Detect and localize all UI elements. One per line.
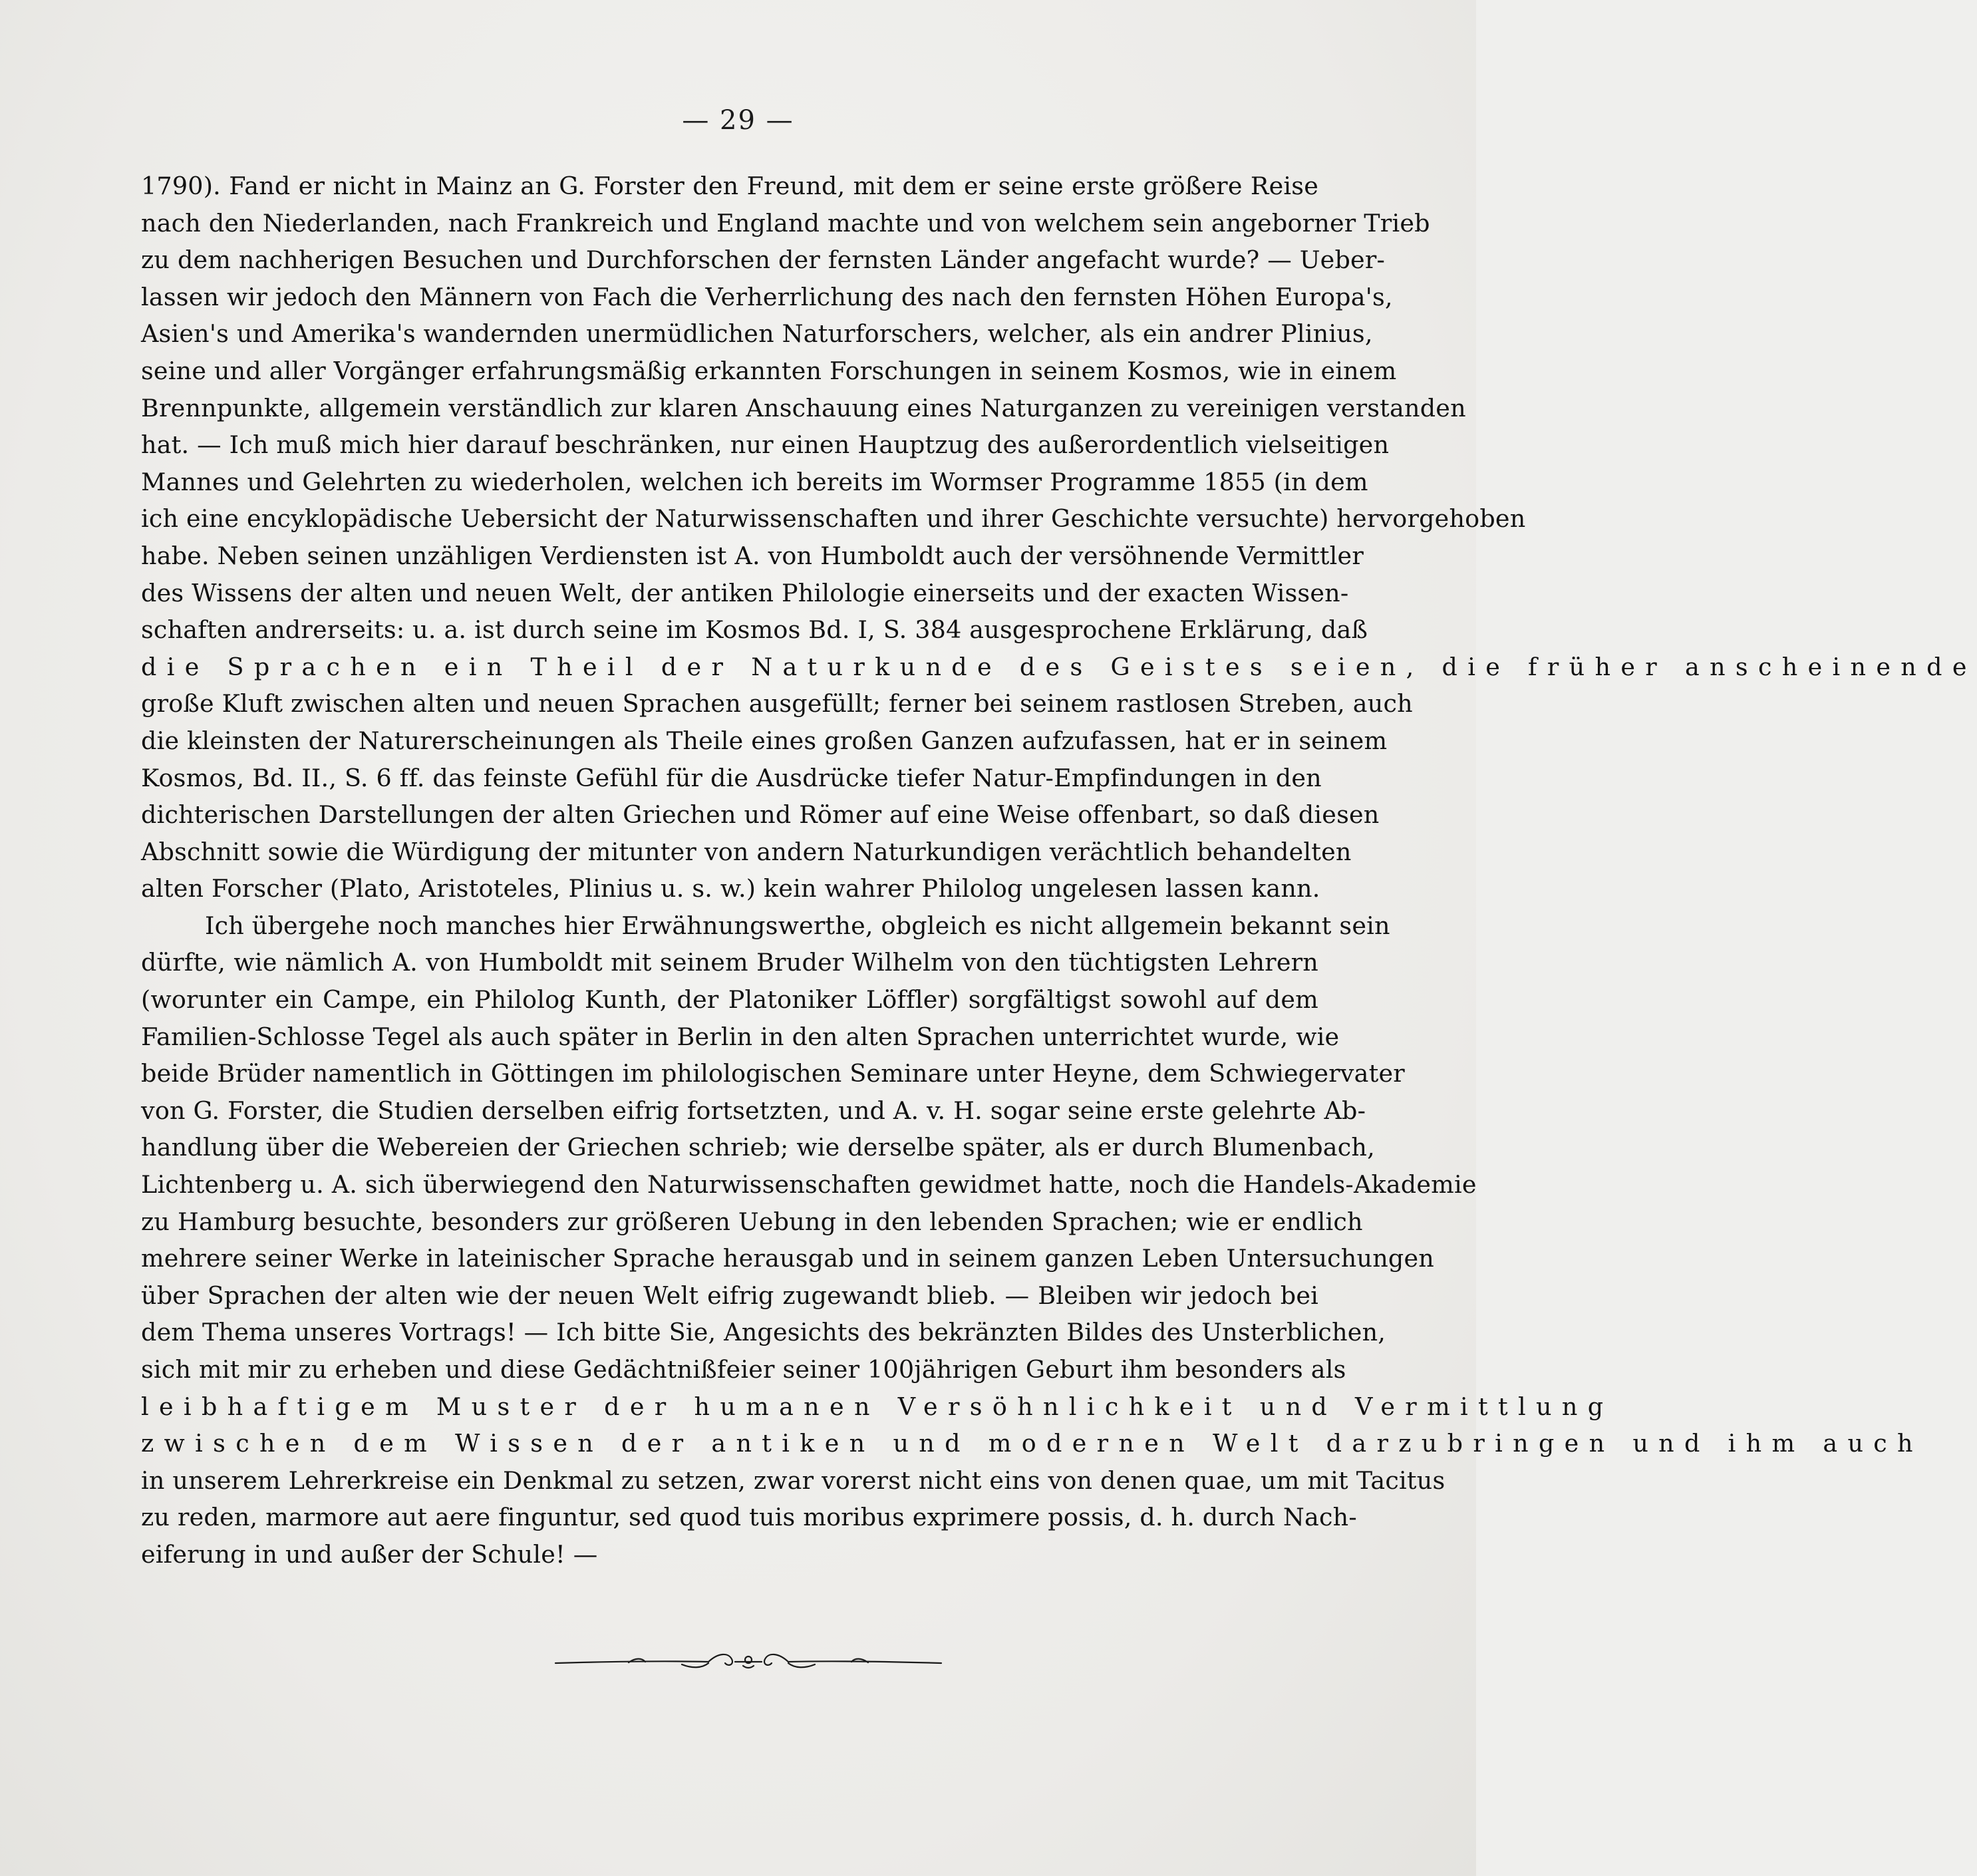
text-line: zu reden, marmore aut aere finguntur, sed quod tuis moribus exprimere possis, d. h. durch Nach- <box>141 1503 1357 1532</box>
text-line: in unserem Lehrerkreise ein Denkmal zu setzen, zwar vorerst nicht eins von denen quae, um mit Tacitus <box>141 1466 1445 1495</box>
text-line-paragraph-start: Ich übergehe noch manches hier Erwähnungswerthe, obgleich es nicht allgemein bekannt sein <box>205 911 1390 940</box>
text-line: schaften andrerseits: u. a. ist durch seine im Kosmos Bd. I, S. 384 ausgesprochene Erklärung, daß <box>141 615 1368 645</box>
text-line: von G. Forster, die Studien derselben eifrig fortsetzten, und A. v. H. sogar seine erste gelehrte Ab- <box>141 1096 1366 1125</box>
text-line: Mannes und Gelehrten zu wiederholen, welchen ich bereits im Wormser Programme 1855 (in dem <box>141 467 1368 496</box>
text-line: dem Thema unseres Vortrags! — Ich bitte Sie, Angesichts des bekränzten Bildes des Unsterblichen, <box>141 1318 1386 1347</box>
text-line: zu Hamburg besuchte, besonders zur größeren Uebung in den lebenden Sprachen; wie er endlich <box>141 1207 1363 1236</box>
text-line: Kosmos, Bd. II., S. 6 ff. das feinste Gefühl für die Ausdrücke tiefer Natur-Empfindungen in den <box>141 763 1322 792</box>
text-line: alten Forscher (Plato, Aristoteles, Plinius u. s. w.) kein wahrer Philolog ungelesen lassen kann. <box>141 874 1320 903</box>
text-line: Asien's und Amerika's wandernden unermüdlichen Naturforschers, welcher, als ein andrer Plinius, <box>141 319 1373 349</box>
text-line: Abschnitt sowie die Würdigung der mitunter von andern Naturkundigen verächtlich behandelten <box>141 837 1352 866</box>
text-line: die kleinsten der Naturerscheinungen als Theile eines großen Ganzen aufzufassen, hat er in seinem <box>141 726 1388 755</box>
text-line: Brennpunkte, allgemein verständlich zur klaren Anschauung eines Naturganzen zu vereinigen verstanden <box>141 393 1466 422</box>
text-line: dürfte, wie nämlich A. von Humboldt mit seinem Bruder Wilhelm von den tüchtigsten Lehrern <box>141 948 1318 977</box>
text-line: seine und aller Vorgänger erfahrungsmäßig erkannten Forschungen in seinem Kosmos, wie in einem <box>141 356 1397 385</box>
text-line: eiferung in und außer der Schule! — <box>141 1539 598 1569</box>
text-line-spaced: die Sprachen ein Theil der Naturkunde des Geistes seien, die früher anscheinende <box>141 652 1977 681</box>
text-line: große Kluft zwischen alten und neuen Sprachen ausgefüllt; ferner bei seinem rastlosen Streben, auch <box>141 689 1413 718</box>
text-line-spaced: zwischen dem Wissen der antiken und modernen Welt darzubringen und ihm auch <box>141 1429 1923 1458</box>
text-line: Familien-Schlosse Tegel als auch später in Berlin in den alten Sprachen unterrichtet wurde, wie <box>141 1022 1340 1051</box>
text-line: ich eine encyklopädische Uebersicht der Naturwissenschaften und ihrer Geschichte versuchte) hervorgehoben <box>141 504 1526 534</box>
page-number: — 29 — <box>682 105 794 136</box>
text-line: nach den Niederlanden, nach Frankreich und England machte und von welchem sein angeborner Trieb <box>141 208 1430 237</box>
text-line: habe. Neben seinen unzähligen Verdiensten ist A. von Humboldt auch der versöhnende Vermittler <box>141 541 1364 570</box>
text-line: beide Brüder namentlich in Göttingen im philologischen Seminare unter Heyne, dem Schwiegervater <box>141 1059 1405 1088</box>
text-line: 1790). Fand er nicht in Mainz an G. Forster den Freund, mit dem er seine erste größere Reise <box>141 172 1318 200</box>
text-line: handlung über die Webereien der Griechen schrieb; wie derselbe später, als er durch Blumenbach, <box>141 1133 1375 1162</box>
text-line: (worunter ein Campe, ein Philolog Kunth, der Platoniker Löffler) sorgfältigst sowohl auf dem <box>141 985 1318 1015</box>
decorative-ornament-icon <box>549 1648 948 1675</box>
text-line: Lichtenberg u. A. sich überwiegend den Naturwissenschaften gewidmet hatte, noch die Handels-Akademie <box>141 1170 1477 1199</box>
text-line: über Sprachen der alten wie der neuen Welt eifrig zugewandt blieb. — Bleiben wir jedoch bei <box>141 1281 1318 1310</box>
text-line: des Wissens der alten und neuen Welt, der antiken Philologie einerseits und der exacten Wissen- <box>141 578 1349 607</box>
text-line: dichterischen Darstellungen der alten Griechen und Römer auf eine Weise offenbart, so daß diesen <box>141 800 1380 830</box>
body-text <box>141 168 1977 1573</box>
text-line: zu dem nachherigen Besuchen und Durchforschen der fernsten Länder angefacht wurde? — Ueber- <box>141 245 1386 275</box>
text-line-spaced: leibhaftigem Muster der humanen Versöhnlichkeit und Vermittlung <box>141 1392 1614 1421</box>
text-line: hat. — Ich muß mich hier darauf beschränken, nur einen Hauptzug des außerordentlich vielseitigen <box>141 430 1390 460</box>
text-line: mehrere seiner Werke in lateinischer Sprache herausgab und in seinem ganzen Leben Untersuchungen <box>141 1244 1434 1273</box>
text-line: sich mit mir zu erheben und diese Gedächtnißfeier seiner 100jährigen Geburt ihm besonders als <box>141 1355 1346 1384</box>
text-line: lassen wir jedoch den Männern von Fach die Verherrlichung des nach den fernsten Höhen Europa's, <box>141 282 1393 311</box>
